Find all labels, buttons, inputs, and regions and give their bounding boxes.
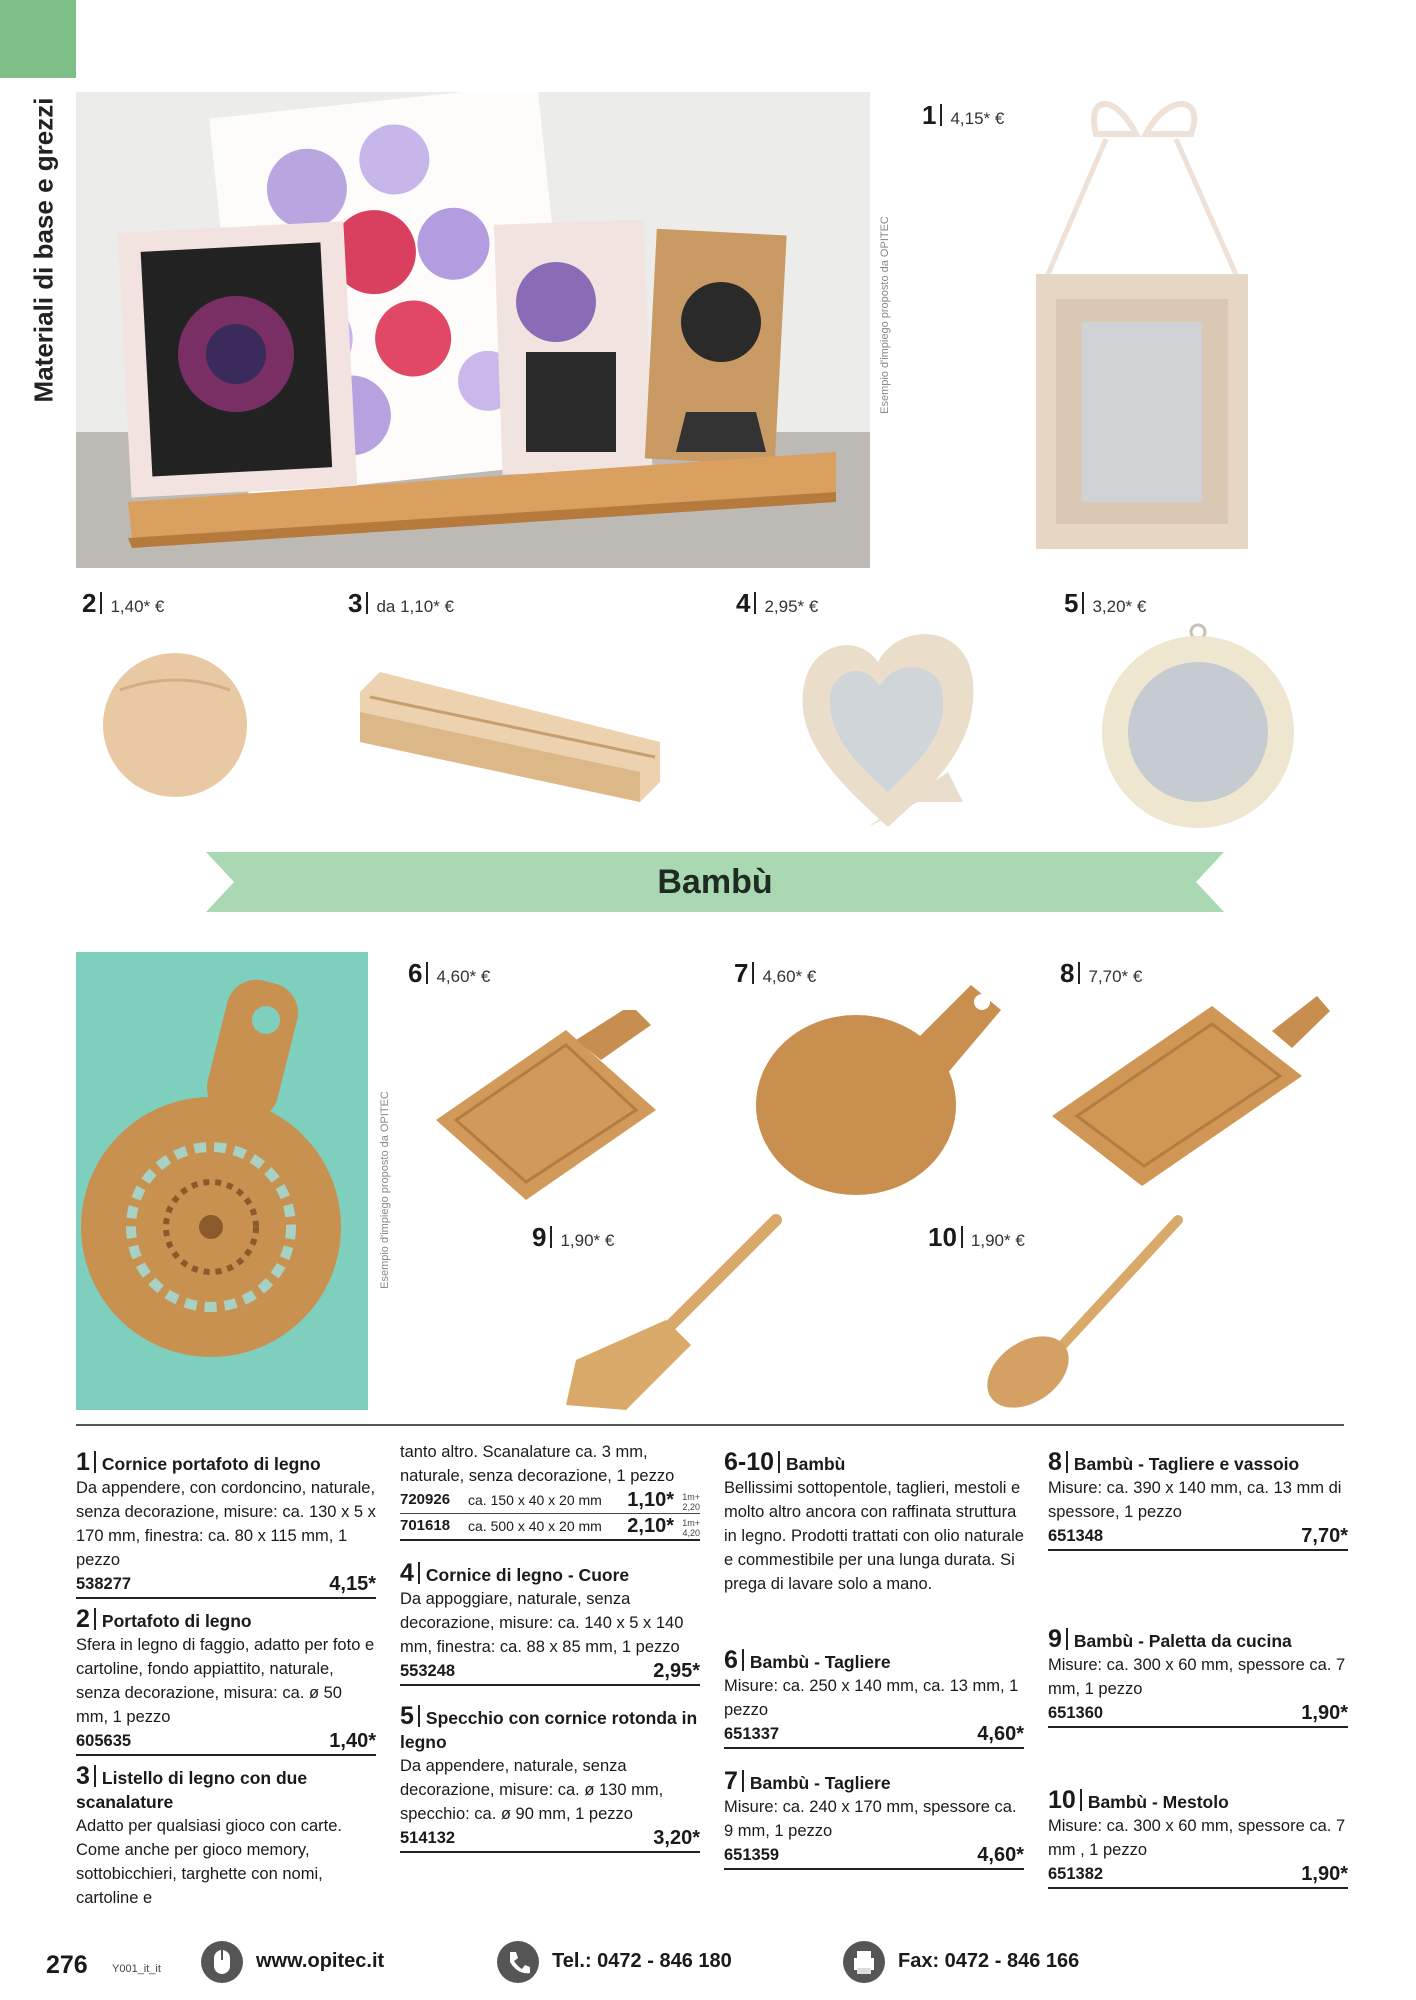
price-tag-6: 6 4,60* € [408, 958, 491, 988]
product-column-4 [1048, 1444, 1348, 1897]
price-tag-9: 9 1,90* € [532, 1222, 615, 1252]
product-3-variant-row: 720926 ca. 150 x 40 x 20 mm 1,10* 1m+ 2,20 [400, 1489, 700, 1512]
hero-photo-bamboo-board [76, 952, 368, 1410]
product-4-description: Da appoggiare, naturale, senza decorazione, misure: ca. 140 x 5 x 140 mm, finestra: ca. 88 x 85 mm, 1 pezzo [400, 1590, 684, 1656]
product-image-cutting-board-6 [426, 1010, 666, 1200]
section-side-title: Materiali di base e grezzi [28, 97, 59, 403]
product-9-description: Misure: ca. 300 x 60 mm, spessore ca. 7 mm, 1 pezzo [1048, 1656, 1346, 1698]
footer-website-link[interactable]: www.opitec.it [256, 1950, 385, 1972]
product-6-order-row: 651337 4,60* [724, 1722, 1024, 1749]
photo-caption-1: Esempio d'impiego proposto da OPITEC [879, 216, 891, 414]
product-column-2 [400, 1440, 700, 1861]
price-tag-2: 2 1,40* € [82, 588, 165, 618]
fax-icon [842, 1940, 886, 1984]
footer-fax: Fax: 0472 - 846 166 [898, 1950, 1080, 1972]
product-column-1 [76, 1444, 376, 1910]
product-3-heading: 3 Listello di legno con due scanalature [76, 1762, 308, 1812]
price-tag-10: 10 1,90* € [928, 1222, 1025, 1252]
product-image-kitchen-spatula [566, 1210, 786, 1410]
product-1-order-row: 538277 4,15* [76, 1572, 376, 1599]
product-6-10-heading: 6-10 Bambù [724, 1448, 846, 1476]
product-image-cutting-board-7 [756, 980, 1006, 1200]
product-7-description: Misure: ca. 240 x 170 mm, spessore ca. 9 mm, 1 pezzo [724, 1798, 1017, 1840]
product-5-order-row: 514132 3,20* [400, 1826, 700, 1853]
product-image-frame [1016, 74, 1266, 554]
product-7-heading: 7 Bambù - Tagliere [724, 1767, 891, 1795]
footer-phone: Tel.: 0472 - 846 180 [552, 1950, 732, 1972]
product-4-order-row: 553248 2,95* [400, 1659, 700, 1686]
product-image-heart-frame [798, 622, 978, 832]
product-6-description: Misure: ca. 250 x 140 mm, ca. 13 mm, 1 pezzo [724, 1677, 1019, 1719]
price-tag-3: 3 da 1,10* € [348, 588, 454, 618]
product-10-heading: 10 Bambù - Mestolo [1048, 1786, 1229, 1814]
page-number: 276 [46, 1951, 88, 1979]
product-3-description-cont: tanto altro. Scanalature ca. 3 mm, naturale, senza decorazione, 1 pezzo [400, 1443, 675, 1485]
mouse-icon [200, 1940, 244, 1984]
product-6-heading: 6 Bambù - Tagliere [724, 1646, 891, 1674]
product-image-wooden-spoon [968, 1210, 1188, 1410]
product-10-order-row: 651382 1,90* [1048, 1862, 1348, 1889]
section-banner-title: Bambù [657, 863, 773, 901]
price-tag-1: 1 4,15* € [922, 100, 1005, 130]
product-6-10-description: Bellissimi sottopentole, taglieri, mestoli e molto altro ancora con raffinata struttura in legno. Prodotti trattati con olio naturale e commestibile per una lunga durata. Si prega di lavare solo a mano. [724, 1479, 1024, 1593]
product-4-heading: 4 Cornice di legno - Cuore [400, 1559, 630, 1587]
product-1-description: Da appendere, con cordoncino, naturale, senza decorazione, misure: ca. 130 x 5 x 170 mm, finestra: ca. 80 x 115 mm, 1 pezzo [76, 1479, 376, 1569]
product-9-order-row: 651360 1,90* [1048, 1701, 1348, 1728]
photo-caption-2: Esempio d'impiego proposto da OPITEC [379, 1091, 391, 1289]
product-2-order-row: 605635 1,40* [76, 1729, 376, 1756]
product-5-heading: 5 Specchio con cornice rotonda in legno [400, 1702, 698, 1752]
product-image-groove-strip [350, 662, 670, 812]
price-tag-7: 7 4,60* € [734, 958, 817, 988]
catalog-code: Y001_it_it [112, 1963, 161, 1975]
content-divider [76, 1424, 1344, 1426]
product-image-round-mirror [1098, 622, 1298, 832]
product-1-heading: 1 Cornice portafoto di legno [76, 1448, 321, 1476]
hero-photo-cards [76, 92, 870, 568]
product-3-variant-row: 701618 ca. 500 x 40 x 20 mm 2,10* 1m+ 4,20 [400, 1514, 700, 1541]
price-tag-4: 4 2,95* € [736, 588, 819, 618]
product-image-cutting-board-8 [1052, 976, 1332, 1201]
product-2-description: Sfera in legno di faggio, adatto per foto e cartoline, fondo appiattito, naturale, senza decorazione, misura: ca. ø 50 mm, 1 pezzo [76, 1636, 375, 1726]
product-image-sphere [100, 650, 250, 800]
product-3-description: Adatto per qualsiasi gioco con carte. Come anche per gioco memory, sottobicchieri, targhette con nomi, cartoline e [76, 1817, 342, 1907]
product-column-3 [724, 1444, 1024, 1878]
price-tag-5: 5 3,20* € [1064, 588, 1147, 618]
product-2-heading: 2 Portafoto di legno [76, 1605, 252, 1633]
phone-icon [496, 1940, 540, 1984]
product-9-heading: 9 Bambù - Paletta da cucina [1048, 1625, 1292, 1653]
product-7-order-row: 651359 4,60* [724, 1843, 1024, 1870]
product-8-description: Misure: ca. 390 x 140 mm, ca. 13 mm di spessore, 1 pezzo [1048, 1479, 1342, 1521]
price-tag-8: 8 7,70* € [1060, 958, 1143, 988]
product-8-order-row: 651348 7,70* [1048, 1524, 1348, 1551]
product-10-description: Misure: ca. 300 x 60 mm, spessore ca. 7 mm , 1 pezzo [1048, 1817, 1346, 1859]
product-5-description: Da appendere, naturale, senza decorazione, misure: ca. ø 130 mm, specchio: ca. ø 90 mm, 1 pezzo [400, 1757, 664, 1823]
product-8-heading: 8 Bambù - Tagliere e vassoio [1048, 1448, 1300, 1476]
corner-tab [0, 0, 76, 78]
